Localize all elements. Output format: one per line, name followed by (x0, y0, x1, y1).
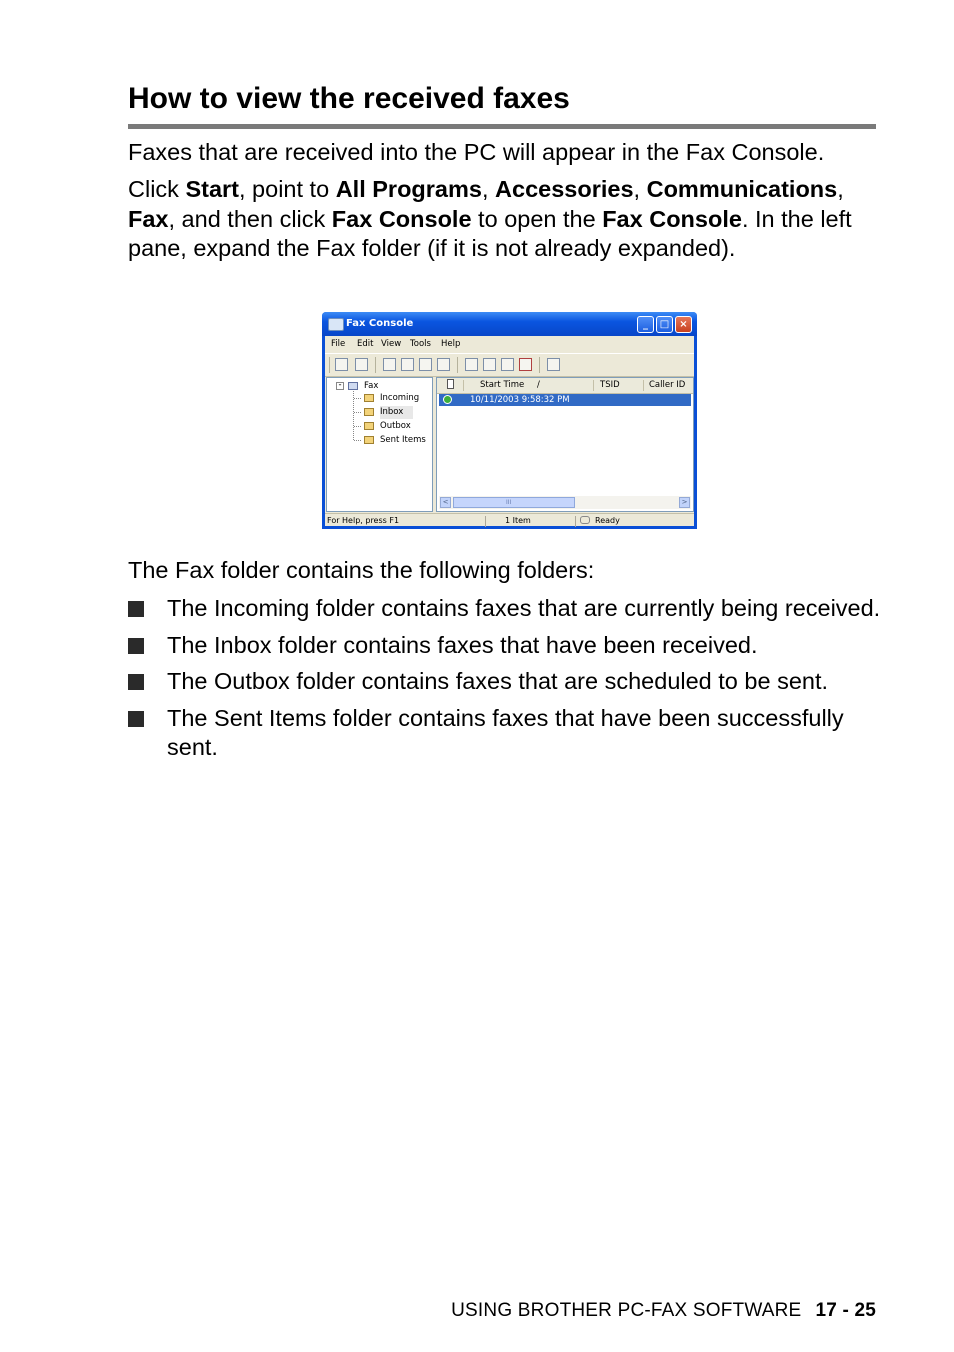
fax-folder-icon (348, 382, 358, 390)
footer-section: USING BROTHER PC-FAX SOFTWARE (451, 1300, 802, 1321)
incoming-folder-icon (364, 394, 374, 402)
menu-help[interactable]: Help (441, 339, 461, 349)
scroll-left-icon[interactable]: < (440, 497, 451, 508)
status-icon (580, 516, 590, 524)
mail-icon[interactable] (419, 358, 432, 371)
properties-icon[interactable] (547, 358, 560, 371)
view-icon[interactable] (437, 358, 450, 371)
tree-item-inbox[interactable]: Inbox (380, 407, 404, 417)
column-separator (593, 380, 594, 391)
instr-accessories: Accessories (495, 176, 634, 202)
heading-rule (128, 124, 876, 129)
bullet-icon (128, 638, 144, 654)
menu-view[interactable]: View (381, 339, 402, 349)
toolbar-separator (375, 357, 376, 373)
instr-text: , (481, 176, 496, 202)
status-separator (575, 516, 576, 527)
status-ready: Ready (595, 516, 620, 525)
instr-text: to open the (471, 205, 603, 232)
fax-console-icon (328, 318, 344, 331)
tree-connector (354, 412, 361, 413)
received-fax-icon (443, 395, 452, 404)
fax-start-time: 10/11/2003 9:58:32 PM (470, 395, 570, 405)
list-item-text: The Sent Items folder contains faxes that have been successfully sent. (167, 704, 844, 760)
instr-fax-console-2: Fax Console (602, 205, 742, 232)
restart-icon[interactable] (501, 358, 514, 371)
fax-console-window (322, 312, 697, 529)
menu-bar (325, 338, 694, 352)
window-client (325, 336, 694, 526)
column-caller-id[interactable]: Caller ID (649, 380, 686, 390)
horizontal-scrollbar[interactable] (439, 496, 691, 509)
folder-list (128, 594, 888, 770)
window-title: Fax Console (346, 318, 414, 329)
outbox-folder-icon (364, 422, 374, 430)
sort-indicator: / (537, 380, 540, 390)
bullet-icon (128, 674, 144, 690)
status-count: 1 Item (505, 516, 531, 525)
list-item-text: The Incoming folder contains faxes that are currently being received. (167, 595, 881, 621)
minimize-button[interactable]: _ (637, 316, 654, 333)
tree-connector (354, 426, 361, 427)
scroll-grip: III (506, 499, 512, 506)
menu-edit[interactable]: Edit (357, 339, 374, 349)
column-tsid[interactable]: TSID (600, 380, 620, 390)
instr-fax: Fax (128, 205, 169, 232)
toolbar-separator (457, 357, 458, 373)
page-footer (451, 1300, 876, 1322)
resume-icon[interactable] (483, 358, 496, 371)
column-start-time[interactable]: Start Time (480, 380, 525, 390)
list-item (128, 631, 888, 661)
instr-text: , and then click (168, 205, 332, 232)
list-item (128, 667, 888, 697)
instr-fax-console: Fax Console (331, 205, 472, 232)
instr-start: Start (185, 176, 239, 202)
bullet-icon (128, 711, 144, 727)
toolbar (325, 353, 694, 377)
collapse-icon[interactable]: - (336, 382, 344, 390)
instr-text: , (837, 176, 844, 202)
instr-text: , (633, 176, 647, 202)
tree-connector (354, 440, 361, 441)
fax-list (436, 377, 694, 512)
page-number: 17 - 25 (815, 1300, 876, 1321)
column-header (437, 378, 693, 394)
pause-icon[interactable] (465, 358, 478, 371)
instr-text: , point to (239, 176, 336, 202)
delete-icon[interactable] (519, 358, 532, 371)
document-icon (447, 379, 454, 389)
instructions-paragraph (128, 175, 878, 264)
menu-tools[interactable]: Tools (410, 339, 431, 349)
section-heading: How to view the received faxes (128, 82, 570, 115)
new-fax-icon[interactable] (335, 358, 348, 371)
intro-paragraph: Faxes that are received into the PC will appear in the Fax Console. (128, 139, 825, 165)
folder-tree (326, 377, 433, 512)
instr-all-programs: All Programs (335, 176, 482, 202)
folders-intro: The Fax folder contains the following folders: (128, 557, 595, 583)
toolbar-separator (539, 357, 540, 373)
instr-communications: Communications (646, 176, 838, 202)
close-button[interactable]: × (675, 316, 692, 333)
tree-item-sent-items[interactable]: Sent Items (380, 435, 426, 445)
menu-file[interactable]: File (331, 339, 346, 349)
list-item-text: The Outbox folder contains faxes that are scheduled to be sent. (167, 668, 829, 694)
sent-items-folder-icon (364, 436, 374, 444)
list-item (128, 704, 888, 763)
scroll-thumb[interactable] (453, 497, 575, 508)
receive-fax-icon[interactable] (355, 358, 368, 371)
instr-text: . In the left pane, expand the Fax folder (if it is not already expanded). (128, 205, 852, 261)
tree-item-incoming[interactable]: Incoming (380, 393, 420, 403)
toolbar-separator (329, 357, 330, 373)
instr-text: Click (128, 176, 186, 202)
title-bar[interactable] (322, 312, 697, 336)
print-icon[interactable] (401, 358, 414, 371)
status-bar (325, 513, 694, 527)
inbox-folder-icon (364, 408, 374, 416)
tree-connector (354, 398, 361, 399)
column-separator (643, 380, 644, 391)
list-item (128, 594, 888, 624)
list-item-text: The Inbox folder contains faxes that have been received. (167, 631, 758, 658)
maximize-button[interactable]: □ (656, 316, 673, 333)
tree-item-outbox[interactable]: Outbox (380, 421, 411, 431)
save-icon[interactable] (383, 358, 396, 371)
scroll-right-icon[interactable]: > (679, 497, 690, 508)
tree-item-fax[interactable]: Fax (364, 381, 379, 391)
status-separator (485, 516, 486, 527)
column-separator (463, 380, 464, 391)
bullet-icon (128, 601, 144, 617)
status-help: For Help, press F1 (327, 516, 400, 525)
fax-row[interactable] (439, 394, 691, 406)
